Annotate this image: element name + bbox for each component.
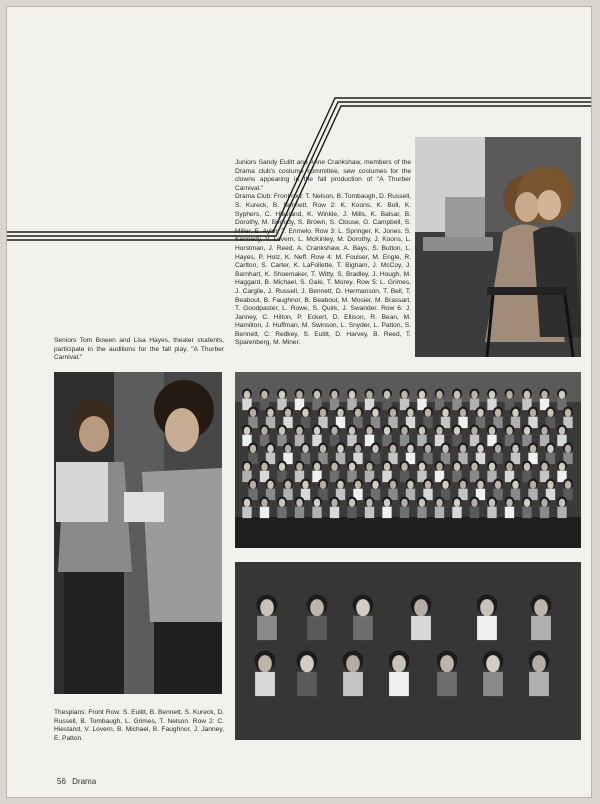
- group-photo-figure: [540, 389, 550, 411]
- group-photo-figure: [546, 479, 556, 501]
- group-photo-figure: [458, 407, 468, 429]
- group-photo-figure: [546, 443, 556, 465]
- group-photo-figure: [242, 461, 252, 483]
- group-photo-figure: [307, 594, 328, 640]
- group-photo-figure: [511, 407, 521, 429]
- group-photo-figure: [458, 479, 468, 501]
- group-photo-figure: [477, 594, 498, 640]
- group-photo-figure: [400, 389, 410, 411]
- group-photo-figure: [365, 461, 375, 483]
- group-photo-figure: [260, 389, 270, 411]
- group-photo-figure: [435, 497, 445, 519]
- group-photo-figure: [318, 407, 328, 429]
- group-photo-figure: [248, 443, 258, 465]
- group-photo-figure: [365, 497, 375, 519]
- group-photo-figure: [295, 497, 305, 519]
- group-photo-figure: [411, 594, 432, 640]
- group-photo-figure: [382, 389, 392, 411]
- costume-and-drama-club-caption: [235, 159, 411, 348]
- group-photo-figure: [522, 497, 532, 519]
- seniors-caption-text: Seniors Tom Bowen and Lisa Hayes, theater students, participate in the auditions for the fall play, "A Thurber Carnival.": [54, 337, 224, 362]
- group-photo-figure: [531, 594, 552, 640]
- photo-drama-club-group: [235, 372, 581, 548]
- group-photo-figure: [382, 461, 392, 483]
- group-photo-figure: [266, 443, 276, 465]
- group-photo-figure: [330, 425, 340, 447]
- group-photo-figure: [557, 461, 567, 483]
- group-photo-figure: [563, 443, 573, 465]
- group-photo-figure: [522, 461, 532, 483]
- group-photo-figure: [470, 425, 480, 447]
- group-photo-figure: [400, 461, 410, 483]
- group-photo-figure: [266, 479, 276, 501]
- group-photo-figure: [522, 425, 532, 447]
- group-photo-figure: [248, 407, 258, 429]
- group-photo-figure: [557, 389, 567, 411]
- group-photo-figure: [242, 425, 252, 447]
- group-photo-figure: [528, 407, 538, 429]
- group-photo-figure: [417, 389, 427, 411]
- group-photo-figure: [277, 425, 287, 447]
- thespians-caption: [54, 709, 224, 743]
- group-photo-figure: [452, 497, 462, 519]
- group-photo-figure: [522, 389, 532, 411]
- group-photo-figure: [435, 389, 445, 411]
- group-photo-figure: [423, 443, 433, 465]
- group-photo-figure: [388, 443, 398, 465]
- page-number: 56: [57, 777, 66, 786]
- group-photo-figure: [283, 479, 293, 501]
- group-photo-figure: [435, 461, 445, 483]
- group-photo-figure: [330, 461, 340, 483]
- group-photo-figure: [505, 461, 515, 483]
- group-photo-figure: [417, 497, 427, 519]
- group-photo-figure: [476, 443, 486, 465]
- group-photo-figure: [441, 479, 451, 501]
- page-footer: [57, 777, 100, 786]
- group-photo-figure: [336, 479, 346, 501]
- group-photo-figure: [347, 425, 357, 447]
- group-photo-figure: [318, 479, 328, 501]
- group-photo-figure: [528, 479, 538, 501]
- group-photo-figure: [487, 461, 497, 483]
- group-photo-figure: [318, 443, 328, 465]
- group-photo-figure: [528, 443, 538, 465]
- group-photo-figure: [257, 594, 278, 640]
- group-photo-figure: [557, 497, 567, 519]
- group-photo-figure: [277, 461, 287, 483]
- group-photo-figure: [382, 497, 392, 519]
- group-photo-figure: [266, 407, 276, 429]
- group-photo-figure: [483, 650, 504, 696]
- group-photo-figure: [470, 461, 480, 483]
- group-photo-figure: [529, 650, 550, 696]
- group-photo-figure: [441, 443, 451, 465]
- group-photo-figure: [423, 479, 433, 501]
- group-photo-figure: [336, 443, 346, 465]
- group-photo-figure: [452, 461, 462, 483]
- group-photo-figure: [388, 407, 398, 429]
- group-photo-figure: [260, 497, 270, 519]
- group-photo-figure: [365, 425, 375, 447]
- group-photo-figure: [255, 650, 276, 696]
- group-photo-figure: [312, 389, 322, 411]
- group-photo-figure: [540, 425, 550, 447]
- group-photo-figure: [336, 407, 346, 429]
- group-photo-figure: [389, 650, 410, 696]
- group-photo-figure: [371, 479, 381, 501]
- photo-auditions: [54, 372, 222, 694]
- group-photo-figure: [353, 443, 363, 465]
- group-photo-figure: [563, 479, 573, 501]
- group-photo-figure: [487, 389, 497, 411]
- group-photo-figure: [248, 479, 258, 501]
- group-photo-figure: [452, 389, 462, 411]
- group-photo-figure: [540, 461, 550, 483]
- group-photo-figure: [312, 497, 322, 519]
- group-photo-figure: [417, 461, 427, 483]
- section-name: Drama: [72, 777, 97, 786]
- group-photo-figure: [423, 407, 433, 429]
- group-photo-figure: [301, 479, 311, 501]
- group-photo-figure: [242, 389, 252, 411]
- group-photo-figure: [470, 389, 480, 411]
- group-photo-figure: [260, 461, 270, 483]
- group-photo-figure: [487, 425, 497, 447]
- group-photo-figure: [493, 443, 503, 465]
- group-photo-figure: [493, 479, 503, 501]
- group-photo-figure: [297, 650, 318, 696]
- group-photo-figure: [295, 461, 305, 483]
- photo-costume-sewing: [415, 137, 581, 357]
- group-photo-figure: [417, 425, 427, 447]
- group-photo-figure: [283, 407, 293, 429]
- group-photo-figure: [505, 425, 515, 447]
- photo-thespians-group: [235, 562, 581, 740]
- group-photo-figure: [493, 407, 503, 429]
- group-photo-figure: [301, 407, 311, 429]
- drama-club-roster-caption: Drama Club: Front row: T. Nelson, B. Tombaugh, D. Russell, S. Kureck, B. Bennett. Row 2: K. Koons, K. Boll, K. Syphers, C. Hiestand, K. Winkle, J. Mills, K. Balsar, B. Dorothy, M. Beoudy, S. Brown, S. Clouse, G. Campbell, S. Miller, E. Aylor, T. Enmelo. Row 3: L. Springer, K. Jones, S. Kennedy, V. Lovern, L. McKinley, M. Dorothy, J. Koons, L. Horstman, J. Reed, A. Crankshaw, A. Bays, S. Button, L. Hayes, P. Holz, K. Neff. Row 4: M. Foulser, M. Engle, R. Carlton, S. Carter, K. LaFollette, T. Bigham, J. McCoy, J. Barnhart, K. Shoemaker, T. Witty, S. Bradley, J. Hough, M. Haggard, B. Michael, S. Gale, T. Morey. Row 5: L. Grimes, J. Cargile, J. Russell, J. Bennett, D. Hermanson, T. Bell, T. Beabout, B. Faughnor, B. Beabout, M. Mosier, M. Brassart, T. Goodpaster, L. Rowe, S. Quirk, J. Swander. Row 6: J. Janney, C. Hilton, P. Eckert, D. Ellison, R. Bean, M. Hamilton, J. Huffman, M. Swinson, L. Snyder, L. Patton, S. Bennett, C. Redkey, S. Eulitt, D. Harvey, B. Reed, T. Sparenberg, M. Miner.: [235, 193, 411, 347]
- group-photo-figure: [476, 479, 486, 501]
- group-photo-figure: [505, 389, 515, 411]
- group-photo-figure: [312, 425, 322, 447]
- group-photo-figure: [511, 443, 521, 465]
- costume-caption: Juniors Sandy Eulitt and Anne Crankshaw, members of the Drama club's costume committee, sew costumes for the clowns appearing in the fall production of "A Thurber Carnival.": [235, 159, 411, 192]
- group-photo-figure: [452, 425, 462, 447]
- group-photo-figure: [557, 425, 567, 447]
- group-photo-figure: [277, 497, 287, 519]
- group-photo-figure: [406, 443, 416, 465]
- group-photo-figure: [437, 650, 458, 696]
- group-photo-figure: [330, 497, 340, 519]
- group-photo-figure: [353, 594, 374, 640]
- group-photo-figure: [283, 443, 293, 465]
- group-photo-figure: [476, 407, 486, 429]
- group-photo-figure: [441, 407, 451, 429]
- group-photo-figure: [353, 407, 363, 429]
- group-photo-figure: [312, 461, 322, 483]
- group-photo-figure: [388, 479, 398, 501]
- group-photo-figure: [406, 479, 416, 501]
- group-photo-figure: [365, 389, 375, 411]
- group-photo-figure: [563, 407, 573, 429]
- group-photo-figure: [347, 461, 357, 483]
- group-photo-figure: [505, 497, 515, 519]
- group-photo-figure: [371, 443, 381, 465]
- group-photo-figure: [343, 650, 364, 696]
- group-photo-figure: [330, 389, 340, 411]
- group-photo-figure: [511, 479, 521, 501]
- group-photo-figure: [400, 497, 410, 519]
- group-photo-figure: [540, 497, 550, 519]
- group-photo-figure: [242, 497, 252, 519]
- group-photo-figure: [277, 389, 287, 411]
- thespians-caption-text: Thespians: Front Row: S. Eulitt, B. Bennett, S. Kureck, D. Russell, B. Tombaugh, L. Grimes, T. Nelson. Row 2: C. Hiestand, V. Lovern, B. Michael, B. Faughnor, J. Janney, E. Patton.: [54, 709, 224, 742]
- group-photo-figure: [382, 425, 392, 447]
- group-photo-figure: [295, 425, 305, 447]
- seniors-caption: [54, 337, 224, 363]
- group-photo-figure: [295, 389, 305, 411]
- group-photo-figure: [260, 425, 270, 447]
- group-photo-figure: [458, 443, 468, 465]
- group-photo-figure: [347, 389, 357, 411]
- group-photo-figure: [353, 479, 363, 501]
- group-photo-figure: [435, 425, 445, 447]
- group-photo-figure: [470, 497, 480, 519]
- group-photo-figure: [400, 425, 410, 447]
- group-photo-figure: [546, 407, 556, 429]
- group-photo-figure: [347, 497, 357, 519]
- group-photo-figure: [301, 443, 311, 465]
- group-photo-figure: [371, 407, 381, 429]
- yearbook-page: [6, 6, 592, 798]
- group-photo-figure: [406, 407, 416, 429]
- group-photo-figure: [487, 497, 497, 519]
